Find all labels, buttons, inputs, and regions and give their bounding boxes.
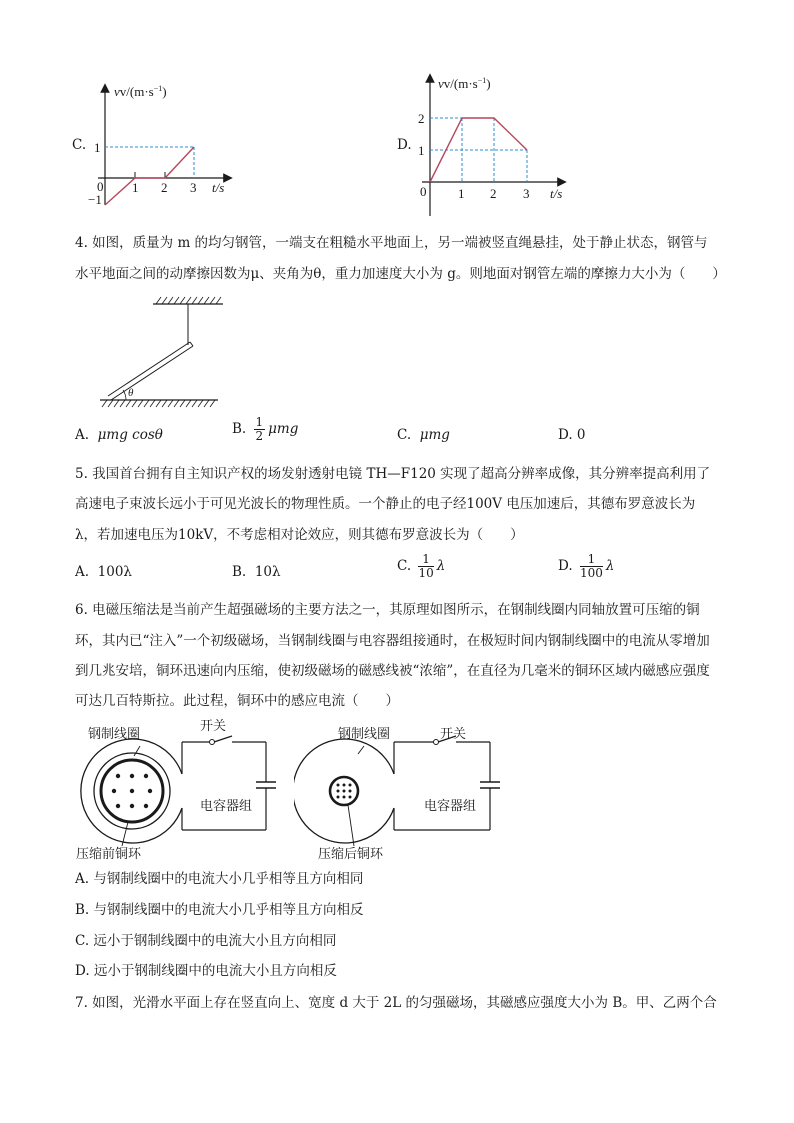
q4-line-1: 4. 如图，质量为 m 的均匀钢管，一端支在粗糙水平地面上，另一端被竖直绳悬挂，处于静止状态，钢管与	[75, 235, 708, 251]
graph-c-ytick-neg1: −1	[88, 192, 102, 207]
q4-option-a[interactable]: A. μmg cosθ	[75, 427, 163, 443]
graph-c-y-label: $vv/(m\cdot s^{-1})$	[114, 84, 167, 99]
q4-steel-pipe-figure	[98, 292, 228, 410]
graph-d-ytick-2: 2	[418, 111, 425, 126]
q5-line-2: 高速电子束波长远小于可见光波长的物理性质。一个静止的电子经100V 电压加速后，其德布罗意波长为	[75, 496, 696, 512]
coil-label-before: 钢制线圈	[88, 726, 141, 741]
graph-c	[88, 80, 248, 210]
graph-d-origin: 0	[420, 184, 427, 199]
coil-label-after: 钢制线圈	[338, 726, 391, 741]
graph-c-xtick-3: 3	[190, 180, 197, 195]
graph-c-velocity-line	[105, 147, 194, 205]
ceiling-hatch	[156, 297, 221, 304]
q6-option-b[interactable]: B. 与钢制线圈中的电流大小几乎相等且方向相反	[75, 902, 364, 918]
q6-line-3: 到几兆安培，铜环迅速向内压缩，使初级磁场的磁感线被“浓缩”，在直径为几毫米的铜环区域内磁感应强度	[75, 663, 710, 679]
graph-c-origin: 0	[97, 179, 104, 194]
q4-line-2: 水平地面之间的动摩擦因数为μ、夹角为θ，重力加速度大小为 g。则地面对钢管左端的摩擦力大小为（ ）	[75, 266, 726, 282]
ring-label-before: 压缩前铜环	[76, 846, 142, 861]
q5-line-1: 5. 我国首台拥有自主知识产权的场发射透射电镜 TH—F120 实现了超高分辨率成像，其分辨率提高利用了	[75, 466, 711, 482]
switch-blade	[214, 736, 232, 742]
capacitor-label-before: 电容器组	[200, 798, 253, 813]
graph-d-x-label: t/s	[550, 186, 563, 201]
graph-c-xtick-2: 2	[161, 180, 168, 195]
q6-line-2: 环，其内已“注入”一个初级磁场，当钢制线圈与电容器组接通时，在极短时间内钢制线圈中的电流从零增加	[75, 633, 710, 649]
q6-figure-after	[294, 714, 504, 862]
switch-label-after: 开关	[440, 726, 467, 741]
q4-option-b[interactable]: B. $\frac{1}{2}$ μmg	[232, 415, 299, 443]
angle-theta-label: θ	[128, 387, 134, 399]
graph-c-option-label: C.	[72, 137, 87, 153]
graph-d	[412, 70, 582, 220]
field-dots-after	[337, 784, 352, 799]
graph-d-y-label: $vv/(m\cdot s^{-1})$	[438, 76, 491, 91]
q5-option-b[interactable]: B. 10λ	[232, 564, 281, 580]
q5-option-a[interactable]: A. 100λ	[75, 564, 132, 580]
graph-d-option-label: D.	[397, 137, 412, 153]
q6-line-4: 可达几百特斯拉。此过程，铜环中的感应电流（ ）	[75, 693, 399, 709]
graph-c-xtick-1: 1	[132, 180, 139, 195]
ring-label-after: 压缩后铜环	[318, 846, 384, 861]
q6-option-c[interactable]: C. 远小于钢制线圈中的电流大小且方向相同	[75, 933, 337, 949]
graph-c-ytick-1: 1	[94, 140, 101, 155]
field-dots-before	[112, 774, 152, 808]
q5-option-d[interactable]: D. $\frac{1}{100}$ λ	[558, 552, 615, 580]
q6-figure-before	[70, 714, 280, 862]
graph-d-xtick-1: 1	[458, 186, 465, 201]
q4-option-d[interactable]: D. 0	[558, 427, 586, 443]
graph-d-xtick-2: 2	[490, 186, 497, 201]
ground-hatch	[102, 400, 215, 407]
q5-option-c[interactable]: C. $\frac{1}{10}$ λ	[397, 552, 446, 580]
capacitor-label-after: 电容器组	[424, 798, 477, 813]
graph-c-x-label: t/s	[212, 180, 225, 195]
q7-line-1: 7. 如图，光滑水平面上存在竖直向上、宽度 d 大于 2L 的匀强磁场，其磁感应强度大小为 B。甲、乙两个合	[75, 995, 717, 1011]
q4-option-c[interactable]: C. μmg	[397, 427, 450, 443]
q6-option-d[interactable]: D. 远小于钢制线圈中的电流大小且方向相反	[75, 963, 337, 979]
switch-label-before: 开关	[200, 718, 227, 733]
q6-option-a[interactable]: A. 与钢制线圈中的电流大小几乎相等且方向相同	[75, 871, 364, 887]
graph-d-ytick-1: 1	[418, 143, 425, 158]
q6-line-1: 6. 电磁压缩法是当前产生超强磁场的主要方法之一，其原理如图所示，在钢制线圈内同轴放置可压缩的铜	[75, 602, 700, 618]
graph-d-xtick-3: 3	[523, 186, 530, 201]
q5-line-3: λ，若加速电压为10kV，不考虑相对论效应，则其德布罗意波长为（ ）	[75, 527, 524, 543]
